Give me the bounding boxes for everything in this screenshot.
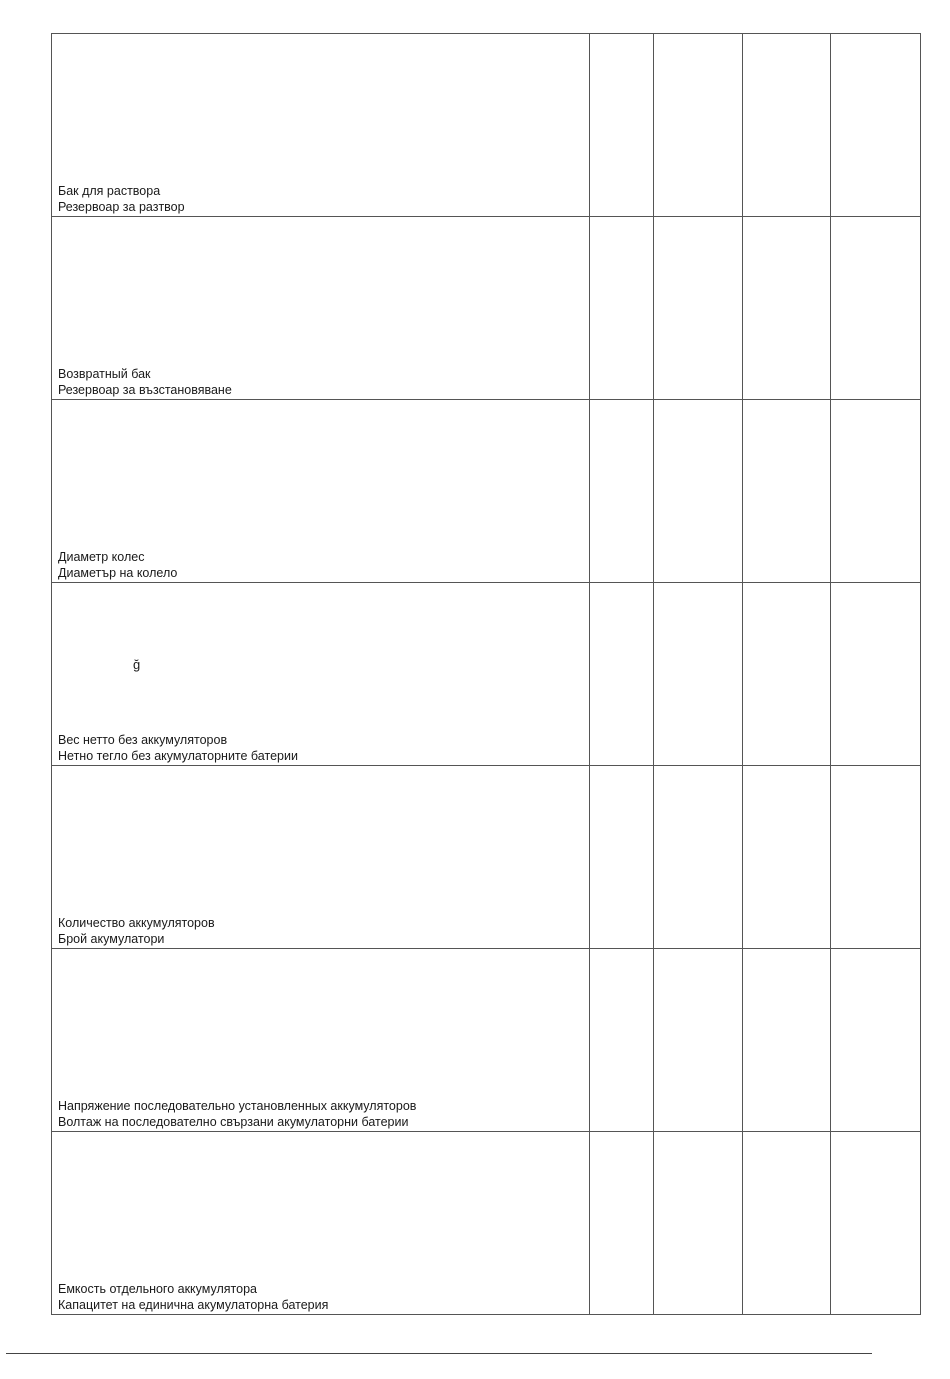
row-label-cell — [52, 400, 590, 583]
value-cell — [831, 583, 921, 766]
row-label-cell — [52, 1132, 590, 1315]
label-bulgarian: Брой акумулатори — [58, 931, 165, 946]
value-cell — [654, 217, 743, 400]
value-cell — [743, 34, 831, 217]
value-cell — [590, 766, 654, 949]
value-cell — [743, 766, 831, 949]
row-label-cell — [52, 583, 590, 766]
table-row — [52, 766, 921, 949]
table-row — [52, 949, 921, 1132]
specifications-table — [51, 33, 921, 1315]
value-cell — [590, 400, 654, 583]
value-cell — [831, 217, 921, 400]
value-cell — [831, 766, 921, 949]
value-cell — [590, 949, 654, 1132]
value-cell — [831, 34, 921, 217]
value-cell — [590, 217, 654, 400]
value-cell — [831, 949, 921, 1132]
value-cell — [743, 400, 831, 583]
label-bulgarian: Волтаж на последователно свързани акумулаторни батерии — [58, 1114, 409, 1129]
row-label-cell — [52, 217, 590, 400]
label-russian: Диаметр колес — [58, 550, 145, 564]
label-russian: Напряжение последовательно установленных аккумуляторов — [58, 1099, 417, 1113]
label-russian: Бак для раствора — [58, 184, 161, 198]
value-cell — [831, 400, 921, 583]
footer-divider — [6, 1353, 872, 1354]
value-cell — [654, 34, 743, 217]
row-label-cell — [52, 766, 590, 949]
table-row — [52, 1132, 921, 1315]
table-row — [52, 34, 921, 217]
table-row — [52, 217, 921, 400]
label-russian: Возвратный бак — [58, 367, 151, 381]
label-russian: Количество аккумуляторов — [58, 916, 215, 930]
label-bulgarian: Нетно тегло без акумулаторните батерии — [58, 748, 298, 763]
label-bulgarian: Капацитет на единична акумулаторна батерия — [58, 1297, 329, 1312]
value-cell — [743, 583, 831, 766]
row-label-cell — [52, 949, 590, 1132]
label-russian: Вес нетто без аккумуляторов — [58, 733, 228, 747]
table-row — [52, 583, 921, 766]
value-cell — [654, 766, 743, 949]
row-label-cell — [52, 34, 590, 217]
label-bulgarian: Диаметър на колело — [58, 565, 178, 580]
value-cell — [743, 949, 831, 1132]
value-cell — [743, 217, 831, 400]
value-cell — [654, 583, 743, 766]
table-row — [52, 400, 921, 583]
label-bulgarian: Резервоар за възстановяване — [58, 382, 232, 397]
value-cell — [590, 34, 654, 217]
value-cell — [654, 400, 743, 583]
value-cell — [831, 1132, 921, 1315]
value-cell — [654, 949, 743, 1132]
value-cell — [590, 1132, 654, 1315]
value-cell — [654, 1132, 743, 1315]
label-russian: Емкость отдельного аккумулятора — [58, 1282, 257, 1296]
value-cell — [590, 583, 654, 766]
value-cell — [743, 1132, 831, 1315]
stray-mark: ğ — [133, 657, 141, 672]
label-bulgarian: Резервоар за разтвор — [58, 199, 185, 214]
